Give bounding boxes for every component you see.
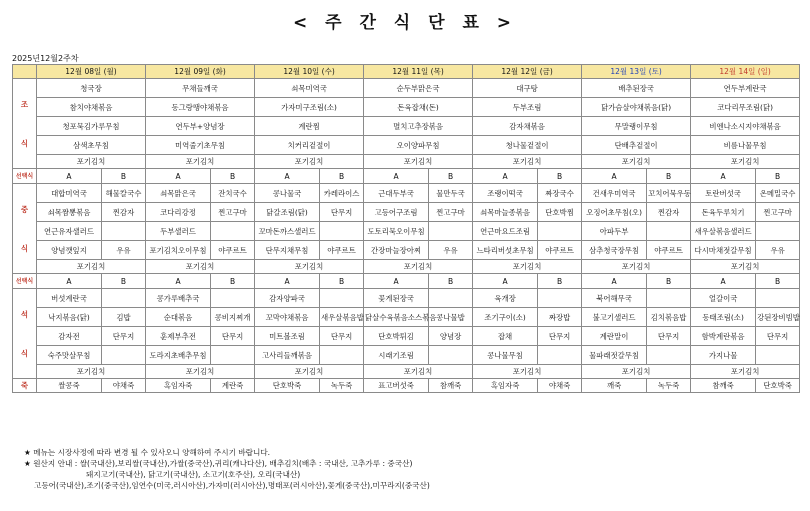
lunch-kimchi: 포기김치 bbox=[691, 260, 800, 274]
lunch-item: 도토리묵오이무침 bbox=[364, 222, 429, 241]
breakfast-row bbox=[13, 79, 800, 98]
lunch-kimchi: 포기김치 bbox=[364, 260, 473, 274]
breakfast-label-bottom: 식 bbox=[20, 138, 29, 148]
dinner-item: 북어해무국 bbox=[582, 289, 647, 308]
dinner-item: 동태조림(소) bbox=[691, 308, 756, 327]
breakfast-item: 비름나물무침 bbox=[691, 136, 800, 155]
dinner-item bbox=[211, 346, 255, 365]
lunch-item bbox=[320, 222, 364, 241]
lunch-item bbox=[211, 222, 255, 241]
lunch-row bbox=[13, 260, 800, 274]
breakfast-item: 포기김치 bbox=[364, 155, 473, 169]
lunch-item: 오징어초무침(오) bbox=[582, 203, 647, 222]
lunch-item: 찐고구마 bbox=[429, 203, 473, 222]
breakfast-item: 미역줄기초무침 bbox=[146, 136, 255, 155]
dinner-item: 물파래젓갈무침 bbox=[582, 346, 647, 365]
dinner-item: 숙주맛살무침 bbox=[37, 346, 102, 365]
breakfast-item: 포기김치 bbox=[37, 155, 146, 169]
lunch-item: 건새우미역국 bbox=[582, 184, 647, 203]
option-b-label: B bbox=[102, 274, 146, 289]
dinner-item bbox=[756, 289, 800, 308]
breakfast-item: 연두부+양념장 bbox=[146, 117, 255, 136]
breakfast-row bbox=[13, 98, 800, 117]
lunch-kimchi: 포기김치 bbox=[37, 260, 146, 274]
lunch-row bbox=[13, 222, 800, 241]
breakfast-item: 배추된장국 bbox=[582, 79, 691, 98]
option-a-label: A bbox=[146, 169, 211, 184]
dinner-item: 꼬막야채볶음 bbox=[255, 308, 320, 327]
option-a-label: A bbox=[37, 169, 102, 184]
dinner-item: 계란말이 bbox=[582, 327, 647, 346]
note-origin-fish: 고등어(국내산),조기(중국산),임연수(미국,러시아산),가자미(러시아산),명태포(러시아산),꽃게(중국산),미꾸라지(중국산) bbox=[34, 481, 430, 490]
dinner-select-label: 선택식 bbox=[13, 274, 37, 289]
lunch-kimchi: 포기김치 bbox=[146, 260, 255, 274]
lunch-item: 카레라이스 bbox=[320, 184, 364, 203]
lunch-kimchi: 포기김치 bbox=[582, 260, 691, 274]
dinner-item: 단무지 bbox=[647, 327, 691, 346]
lunch-kimchi: 포기김치 bbox=[473, 260, 582, 274]
lunch-item: 야쿠르트 bbox=[320, 241, 364, 260]
breakfast-label bbox=[13, 79, 37, 169]
lunch-item: 꼬치어묵우동 bbox=[647, 184, 691, 203]
breakfast-item: 돈육잡채(돈) bbox=[364, 98, 473, 117]
option-b-label: B bbox=[320, 169, 364, 184]
lunch-item bbox=[647, 222, 691, 241]
breakfast-item: 두부조림 bbox=[473, 98, 582, 117]
option-b-label: B bbox=[211, 169, 255, 184]
porridge-item: 야채죽 bbox=[538, 379, 582, 393]
dinner-item bbox=[429, 346, 473, 365]
dinner-item: 콩나물밥 bbox=[429, 308, 473, 327]
breakfast-item: 닭가슴살야채볶음(닭) bbox=[582, 98, 691, 117]
dinner-item: 훈제부추전 bbox=[146, 327, 211, 346]
dinner-row bbox=[13, 346, 800, 365]
lunch-item: 간장마늘장아찌 bbox=[364, 241, 429, 260]
dinner-item bbox=[102, 289, 146, 308]
lunch-item: 다시마채젓갈무침 bbox=[691, 241, 756, 260]
lunch-select-row bbox=[13, 169, 800, 184]
dinner-item: 버섯계란국 bbox=[37, 289, 102, 308]
porridge-item: 단호박죽 bbox=[255, 379, 320, 393]
option-a-label: A bbox=[582, 169, 647, 184]
dinner-item: 육개장 bbox=[473, 289, 538, 308]
option-a-label: A bbox=[473, 274, 538, 289]
header-row bbox=[13, 65, 800, 79]
lunch-item: 콩나물국 bbox=[255, 184, 320, 203]
dinner-item: 도라지초배추무침 bbox=[146, 346, 211, 365]
lunch-item: 쇠목짬뽕볶음 bbox=[37, 203, 102, 222]
lunch-label-top: 중 bbox=[20, 204, 29, 214]
breakfast-item: 가자미구조림(소) bbox=[255, 98, 364, 117]
breakfast-item: 청포묵김가루무침 bbox=[37, 117, 146, 136]
porridge-item: 깨죽 bbox=[582, 379, 647, 393]
dinner-kimchi: 포기김치 bbox=[37, 365, 146, 379]
option-b-label: B bbox=[429, 169, 473, 184]
dinner-item: 단무지 bbox=[211, 327, 255, 346]
breakfast-row bbox=[13, 136, 800, 155]
lunch-item: 온메밀국수 bbox=[756, 184, 800, 203]
breakfast-label-top: 조 bbox=[20, 99, 29, 109]
lunch-item: 양념깻잎지 bbox=[37, 241, 102, 260]
dinner-item: 강된장비빔밥 bbox=[756, 308, 800, 327]
dinner-item: 시래기조림 bbox=[364, 346, 429, 365]
dinner-item bbox=[429, 289, 473, 308]
dinner-item: 콩가루배추국 bbox=[146, 289, 211, 308]
lunch-item bbox=[756, 222, 800, 241]
dinner-item: 짜장밥 bbox=[538, 308, 582, 327]
lunch-kimchi: 포기김치 bbox=[255, 260, 364, 274]
breakfast-item: 쇠목미역국 bbox=[255, 79, 364, 98]
breakfast-item: 청나물겉절이 bbox=[473, 136, 582, 155]
lunch-item: 연근유자샐러드 bbox=[37, 222, 102, 241]
lunch-item: 찐고구마 bbox=[756, 203, 800, 222]
lunch-item: 우유 bbox=[429, 241, 473, 260]
lunch-label bbox=[13, 184, 37, 274]
lunch-item: 연근마요드조림 bbox=[473, 222, 538, 241]
dinner-item: 단무지 bbox=[102, 327, 146, 346]
lunch-item bbox=[102, 222, 146, 241]
option-b-label: B bbox=[647, 169, 691, 184]
lunch-item: 닭갈조림(닭) bbox=[255, 203, 320, 222]
breakfast-item: 포기김치 bbox=[691, 155, 800, 169]
lunch-item: 찐감자 bbox=[102, 203, 146, 222]
option-a-label: A bbox=[37, 274, 102, 289]
dinner-row bbox=[13, 365, 800, 379]
dinner-kimchi: 포기김치 bbox=[146, 365, 255, 379]
porridge-item: 녹두죽 bbox=[647, 379, 691, 393]
breakfast-item: 단배추겉절이 bbox=[582, 136, 691, 155]
option-b-label: B bbox=[756, 274, 800, 289]
dinner-item: 순대볶음 bbox=[146, 308, 211, 327]
dinner-item: 잡채 bbox=[473, 327, 538, 346]
dinner-item: 불고기샐러드 bbox=[582, 308, 647, 327]
lunch-item: 코다리강정 bbox=[146, 203, 211, 222]
breakfast-item: 치커리겉절이 bbox=[255, 136, 364, 155]
lunch-item: 쇠목마늘종볶음 bbox=[473, 203, 538, 222]
page-title: < 주 간 식 단 표 > bbox=[292, 13, 518, 33]
lunch-item: 단호박찜 bbox=[538, 203, 582, 222]
breakfast-item: 무채들깨국 bbox=[146, 79, 255, 98]
option-a-label: A bbox=[255, 169, 320, 184]
lunch-item: 짜장국수 bbox=[538, 184, 582, 203]
dinner-item bbox=[647, 289, 691, 308]
breakfast-item: 감자채볶음 bbox=[473, 117, 582, 136]
option-b-label: B bbox=[756, 169, 800, 184]
dinner-item bbox=[538, 289, 582, 308]
lunch-row bbox=[13, 241, 800, 260]
lunch-item: 찐고구마 bbox=[211, 203, 255, 222]
dinner-item: 고사리들깨볶음 bbox=[255, 346, 320, 365]
dinner-item: 조기구이(소) bbox=[473, 308, 538, 327]
breakfast-item: 대구탕 bbox=[473, 79, 582, 98]
dinner-select-row bbox=[13, 274, 800, 289]
dinner-item: 양념장 bbox=[429, 327, 473, 346]
lunch-item: 물만두국 bbox=[429, 184, 473, 203]
dinner-kimchi: 포기김치 bbox=[473, 365, 582, 379]
dinner-item: 감자양파국 bbox=[255, 289, 320, 308]
dinner-item: 가지나물 bbox=[691, 346, 756, 365]
dinner-item: 단무지 bbox=[756, 327, 800, 346]
dinner-label-top: 석 bbox=[20, 309, 29, 319]
breakfast-item: 연두부계란국 bbox=[691, 79, 800, 98]
lunch-item: 아파두부 bbox=[582, 222, 647, 241]
lunch-item: 우유 bbox=[102, 241, 146, 260]
breakfast-item: 청국장 bbox=[37, 79, 146, 98]
lunch-item: 잔치국수 bbox=[211, 184, 255, 203]
dinner-item: 미트볼조림 bbox=[255, 327, 320, 346]
lunch-item: 삼추청국장무침 bbox=[582, 241, 647, 260]
note-menu-change: ★ 메뉴는 시장사정에 따라 변경 될 수 있사오니 양해하여 주시기 바랍니다. bbox=[24, 448, 271, 457]
dinner-item bbox=[538, 346, 582, 365]
breakfast-item: 삼색초무침 bbox=[37, 136, 146, 155]
dinner-item: 새우살볶음밥 bbox=[320, 308, 364, 327]
dinner-row bbox=[13, 308, 800, 327]
option-b-label: B bbox=[538, 169, 582, 184]
lunch-item: 찐감자 bbox=[647, 203, 691, 222]
week-label: 2025년12월2주차 bbox=[12, 54, 79, 63]
dinner-item: 단무지 bbox=[538, 327, 582, 346]
lunch-row bbox=[13, 203, 800, 222]
porridge-item: 흑임자죽 bbox=[473, 379, 538, 393]
porridge-item: 녹두죽 bbox=[320, 379, 364, 393]
notes bbox=[24, 447, 430, 491]
dinner-kimchi: 포기김치 bbox=[582, 365, 691, 379]
lunch-select-label: 선택식 bbox=[13, 169, 37, 184]
dinner-row bbox=[13, 289, 800, 308]
dinner-item: 콩나물무침 bbox=[473, 346, 538, 365]
day-header: 12월 14일 (일) bbox=[691, 65, 800, 79]
day-header: 12월 11일 (목) bbox=[364, 65, 473, 79]
dinner-item: 콩비지찌개 bbox=[211, 308, 255, 327]
weekly-menu-table bbox=[12, 64, 800, 393]
lunch-item: 조랭이떡국 bbox=[473, 184, 538, 203]
lunch-item: 야쿠르트 bbox=[538, 241, 582, 260]
dinner-item bbox=[647, 346, 691, 365]
lunch-label-bottom: 식 bbox=[20, 243, 29, 253]
porridge-item: 참깨죽 bbox=[691, 379, 756, 393]
dinner-item bbox=[320, 289, 364, 308]
option-b-label: B bbox=[211, 274, 255, 289]
breakfast-item: 동그랑땡야채볶음 bbox=[146, 98, 255, 117]
dinner-item: 김치볶음밥 bbox=[647, 308, 691, 327]
dinner-kimchi: 포기김치 bbox=[691, 365, 800, 379]
option-b-label: B bbox=[538, 274, 582, 289]
breakfast-item: 참치야채볶음 bbox=[37, 98, 146, 117]
breakfast-item: 포기김치 bbox=[473, 155, 582, 169]
porridge-item: 쌀콩죽 bbox=[37, 379, 102, 393]
breakfast-item: 코다리무조림(닭) bbox=[691, 98, 800, 117]
dinner-row bbox=[13, 327, 800, 346]
dinner-item: 함박계란볶음 bbox=[691, 327, 756, 346]
header-corner bbox=[13, 65, 37, 79]
porridge-item: 계란죽 bbox=[211, 379, 255, 393]
lunch-item: 근대두부국 bbox=[364, 184, 429, 203]
lunch-item: 우유 bbox=[756, 241, 800, 260]
dinner-item: 낙지볶음(닭) bbox=[37, 308, 102, 327]
porridge-item: 흑임자죽 bbox=[146, 379, 211, 393]
lunch-item: 해물칼국수 bbox=[102, 184, 146, 203]
lunch-item: 단무지채무침 bbox=[255, 241, 320, 260]
note-origin: ★ 원산지 안내 : 쌀(국내산),보리쌀(국내산),가쌀(중국산),귀리(캐나다산), 배추김치(배추 : 국내산, 고추가루 : 중국산) bbox=[24, 459, 413, 468]
option-b-label: B bbox=[647, 274, 691, 289]
porridge-item: 참깨죽 bbox=[429, 379, 473, 393]
lunch-item: 대합미역국 bbox=[37, 184, 102, 203]
dinner-kimchi: 포기김치 bbox=[255, 365, 364, 379]
breakfast-item: 포기김치 bbox=[255, 155, 364, 169]
lunch-item: 두부샐러드 bbox=[146, 222, 211, 241]
lunch-item bbox=[429, 222, 473, 241]
lunch-item: 야쿠르트 bbox=[211, 241, 255, 260]
day-header: 12월 09일 (화) bbox=[146, 65, 255, 79]
option-b-label: B bbox=[102, 169, 146, 184]
option-b-label: B bbox=[429, 274, 473, 289]
option-b-label: B bbox=[320, 274, 364, 289]
lunch-row bbox=[13, 184, 800, 203]
porridge-item: 단호박죽 bbox=[756, 379, 800, 393]
lunch-item: 돈육두루치기 bbox=[691, 203, 756, 222]
dinner-item bbox=[102, 346, 146, 365]
dinner-item: 감자전 bbox=[37, 327, 102, 346]
porridge-row bbox=[13, 379, 800, 393]
breakfast-item: 멸치고추장볶음 bbox=[364, 117, 473, 136]
dinner-item: 얼갈이국 bbox=[691, 289, 756, 308]
day-header: 12월 13일 (토) bbox=[582, 65, 691, 79]
dinner-kimchi: 포기김치 bbox=[364, 365, 473, 379]
dinner-item: 꽃게된장국 bbox=[364, 289, 429, 308]
dinner-item bbox=[320, 346, 364, 365]
option-a-label: A bbox=[691, 274, 756, 289]
option-a-label: A bbox=[473, 169, 538, 184]
dinner-item: 김밥 bbox=[102, 308, 146, 327]
dinner-item: 닭살수육볶음소스볶음 bbox=[364, 308, 429, 327]
dinner-label-bottom: 식 bbox=[20, 348, 29, 358]
option-a-label: A bbox=[364, 169, 429, 184]
dinner-item bbox=[211, 289, 255, 308]
lunch-item: 새우살볶음샐러드 bbox=[691, 222, 756, 241]
lunch-item: 느타리버섯초무침 bbox=[473, 241, 538, 260]
breakfast-row bbox=[13, 155, 800, 169]
dinner-item: 단호박튀김 bbox=[364, 327, 429, 346]
lunch-item: 꼬마돈까스샐러드 bbox=[255, 222, 320, 241]
option-a-label: A bbox=[691, 169, 756, 184]
dinner-item: 단무지 bbox=[320, 327, 364, 346]
day-header: 12월 08일 (월) bbox=[37, 65, 146, 79]
breakfast-item: 순두부맑은국 bbox=[364, 79, 473, 98]
option-a-label: A bbox=[582, 274, 647, 289]
lunch-item: 고등어구조림 bbox=[364, 203, 429, 222]
lunch-item: 야쿠르트 bbox=[647, 241, 691, 260]
breakfast-item: 포기김치 bbox=[582, 155, 691, 169]
lunch-item bbox=[538, 222, 582, 241]
porridge-item: 야채죽 bbox=[102, 379, 146, 393]
lunch-item: 쇠목맑은국 bbox=[146, 184, 211, 203]
dinner-label bbox=[13, 289, 37, 379]
note-origin-meat: 돼지고기(국내산), 닭고기(국내산), 소고기(호주산), 오리(국내산) bbox=[86, 470, 301, 479]
lunch-item: 토란버섯국 bbox=[691, 184, 756, 203]
breakfast-item: 오이양파무침 bbox=[364, 136, 473, 155]
breakfast-item: 계란찜 bbox=[255, 117, 364, 136]
breakfast-item: 비엔나소시지야채볶음 bbox=[691, 117, 800, 136]
breakfast-item: 무말랭이무침 bbox=[582, 117, 691, 136]
porridge-label: 죽 bbox=[13, 379, 37, 393]
lunch-item: 단무지 bbox=[320, 203, 364, 222]
porridge-item: 표고버섯죽 bbox=[364, 379, 429, 393]
option-a-label: A bbox=[255, 274, 320, 289]
lunch-item: 포기김치오이무침 bbox=[146, 241, 211, 260]
day-header: 12월 12일 (금) bbox=[473, 65, 582, 79]
dinner-item bbox=[756, 346, 800, 365]
option-a-label: A bbox=[364, 274, 429, 289]
day-header: 12월 10일 (수) bbox=[255, 65, 364, 79]
breakfast-row bbox=[13, 117, 800, 136]
breakfast-item: 포기김치 bbox=[146, 155, 255, 169]
option-a-label: A bbox=[146, 274, 211, 289]
